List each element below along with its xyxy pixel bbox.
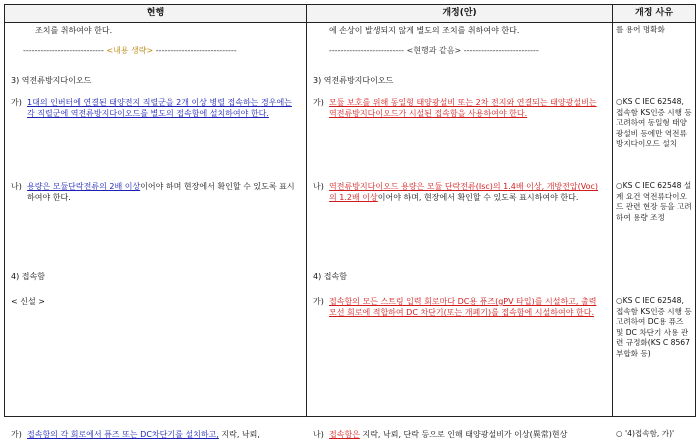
revised-sep-dashes-left: --------------------------	[329, 46, 405, 55]
revised-bottom-na-prefix: 나)	[313, 430, 324, 439]
header-row	[5, 5, 696, 23]
current-column	[5, 23, 307, 439]
reason-3: ○KS C IEC 62548 설계 요건 역전류다이오드 관련 현장 등을 고려하여 용량 조정	[616, 181, 692, 222]
current-item-na-colored: 용량은 모듈단락전류의 2배 이상	[27, 182, 141, 191]
current-item-ga-prefix: 가)	[11, 98, 22, 107]
current-sep-dashes-left: ----------------------------	[23, 46, 104, 55]
revised-sep-dashes-right: --------------------------	[463, 46, 539, 55]
body-row	[5, 23, 696, 417]
current-item4-title: 4) 접속함	[11, 272, 45, 281]
current-item3-title: 3) 역전류방지다이오드	[11, 76, 92, 85]
revised-item-na-rest: 이어야 하며, 현장에서 확인할 수 있도록 표시하여야 한다.	[377, 193, 579, 202]
current-bottom-ga-colored: 접속함의 각 회로에서 퓨즈 또는 DC차단기를 설치하고,	[27, 430, 219, 439]
current-sep-text: <내용 생략>	[106, 46, 154, 55]
reason-4: ○KS C IEC 62548, 접속함 KS인증 시행 등 고려하여 DC용 퓨즈 및 DC 차단기 사용 관련 규정화(KS C 8567 부합화 등)	[616, 296, 692, 358]
revised-item4-title: 4) 접속함	[313, 272, 347, 281]
current-bottom-ga-prefix: 가)	[11, 430, 22, 439]
revised-column	[307, 23, 613, 439]
revised-item3-title: 3) 역전류방지다이오드	[313, 76, 394, 85]
revised-line1: 에 손상이 발생되지 않게 별도의 조치를 취하여야 한다.	[329, 26, 520, 35]
revised-item-ga-prefix: 가)	[313, 98, 324, 107]
revised-item4-ga-text: 접속함의 모든 스트링 입력 회로마다 DC용 퓨즈(gPV 타입)를 시설하고, 출력 모선 회로에 적합하여 DC 차단기(또는 개폐기)를 접속함에 시설하여야 한다.	[329, 297, 597, 317]
revised-item-na	[329, 181, 604, 203]
header-current: 현행	[5, 5, 307, 23]
reason-5: ○ '4)접속함, 가)'	[616, 429, 675, 438]
comparison-table	[4, 4, 696, 439]
revised-item-na-colored: 역전류방지다이오드 용량은 모듈 단락전류(Isc)의 1.4배 이상, 개방전압(Voc)의 1.2배 이상	[329, 182, 599, 202]
current-line1: 조치를 취하여야 한다.	[35, 26, 113, 35]
current-new-label: < 신설 >	[11, 297, 45, 306]
revised-separator	[329, 45, 606, 56]
revised-item-na-prefix: 나)	[313, 182, 324, 191]
current-bottom-ga	[27, 429, 300, 440]
reason-2: ○KS C IEC 62548, 접속함 KS인증 시행 등 고려하여 동일형 태양광설비 등에만 역전류방지다이오드 설치	[616, 97, 692, 148]
revised-item4-ga-prefix: 가)	[313, 297, 324, 306]
header-reason: 개정 사유	[613, 5, 696, 23]
current-sep-dashes-right: ----------------------------	[155, 46, 237, 55]
current-bottom-ga-rest: 지락, 낙뢰,	[221, 430, 260, 439]
header-revised: 개정(안)	[307, 5, 613, 23]
current-separator	[23, 45, 300, 56]
current-item-ga-text: 1대의 인버터에 연결된 태양전지 직렬군을 2개 이상 병렬 접속하는 경우에는 각 직렬군에 역전류방지다이오드를 별도의 접속함에 설치하여야 한다.	[27, 98, 292, 118]
reason-column	[613, 23, 696, 438]
current-item-na	[27, 181, 296, 203]
revised-bottom-na-rest: 지락, 낙뢰, 단락 등으로 인해 태양광설비가 이상(異常)현상	[362, 430, 568, 439]
revised-bottom-na	[329, 429, 606, 440]
revised-item-ga-text: 모듈 보호를 위해 동일형 태양광설비 또는 2차 전지와 연결되는 태양광설비는 역전류방지다이오드가 시설된 접속함을 사용하여야 한다.	[329, 98, 597, 118]
reason-1: 를 용어 명확화	[616, 25, 665, 34]
revised-sep-text: <현행과 같음>	[406, 46, 462, 55]
revised-bottom-na-colored: 접속함은	[329, 430, 360, 439]
current-item-na-rest: 이어야 하며 현장에서 확인할 수 있도록 표시하여야 한다.	[27, 182, 295, 202]
current-item-na-prefix: 나)	[11, 182, 22, 191]
comparison-document	[4, 4, 695, 439]
